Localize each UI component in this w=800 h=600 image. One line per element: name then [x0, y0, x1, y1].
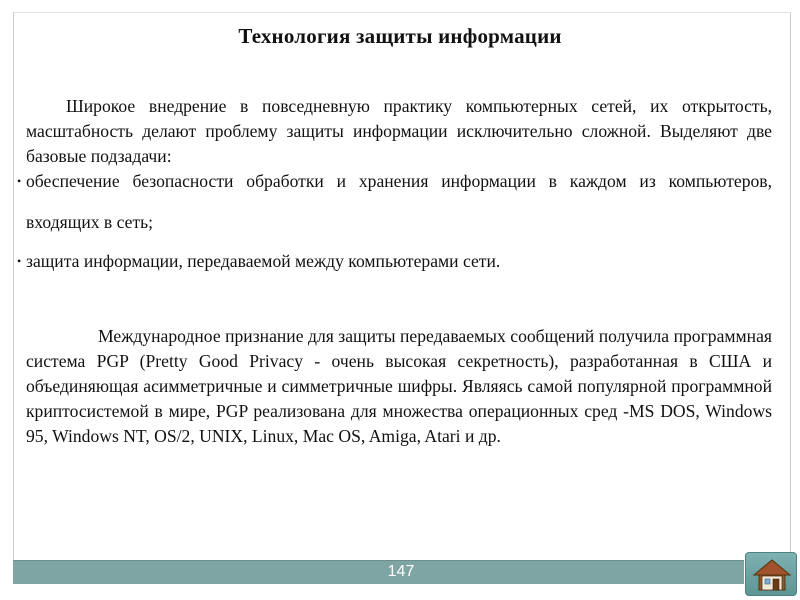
- slide-content: [17, 94, 772, 449]
- home-button[interactable]: [745, 552, 797, 596]
- list-item: [17, 161, 772, 243]
- footer-bar: [13, 560, 744, 584]
- slide-title: Технология защиты информации: [238, 24, 562, 48]
- bullet-icon: •: [17, 254, 22, 268]
- page-number: 147: [387, 563, 415, 580]
- list-item-text: защита информации, передаваемой между компьютерами сети.: [26, 251, 501, 271]
- pgp-paragraph: Международное признание для защиты передаваемых сообщений получила программная система PGP (Pretty Good Privacy - очень высокая секретность), разработанная в США и объединяющая асимметричные и симметричные шифры. Являясь самой популярной программной криптосистемой в мире, PGP реализована для множества операционных сред -MS DOS, Windows 95, Windows NT, OS/2, UNIX, Linux, Mac OS, Amiga, Atari и др.: [26, 326, 772, 446]
- home-icon: [752, 557, 792, 593]
- list-item: [17, 249, 772, 274]
- intro-paragraph: Широкое внедрение в повседневную практику компьютерных сетей, их открытость, масштабность делают проблему защиты информации исключительно сложной. Выделяют две базовые подзадачи:: [26, 96, 772, 166]
- bullet-icon: •: [17, 174, 22, 188]
- subtask-list: [17, 161, 772, 274]
- list-item-text: обеспечение безопасности обработки и хранения информации в каждом из компьютеров, входящих в сеть;: [26, 171, 772, 232]
